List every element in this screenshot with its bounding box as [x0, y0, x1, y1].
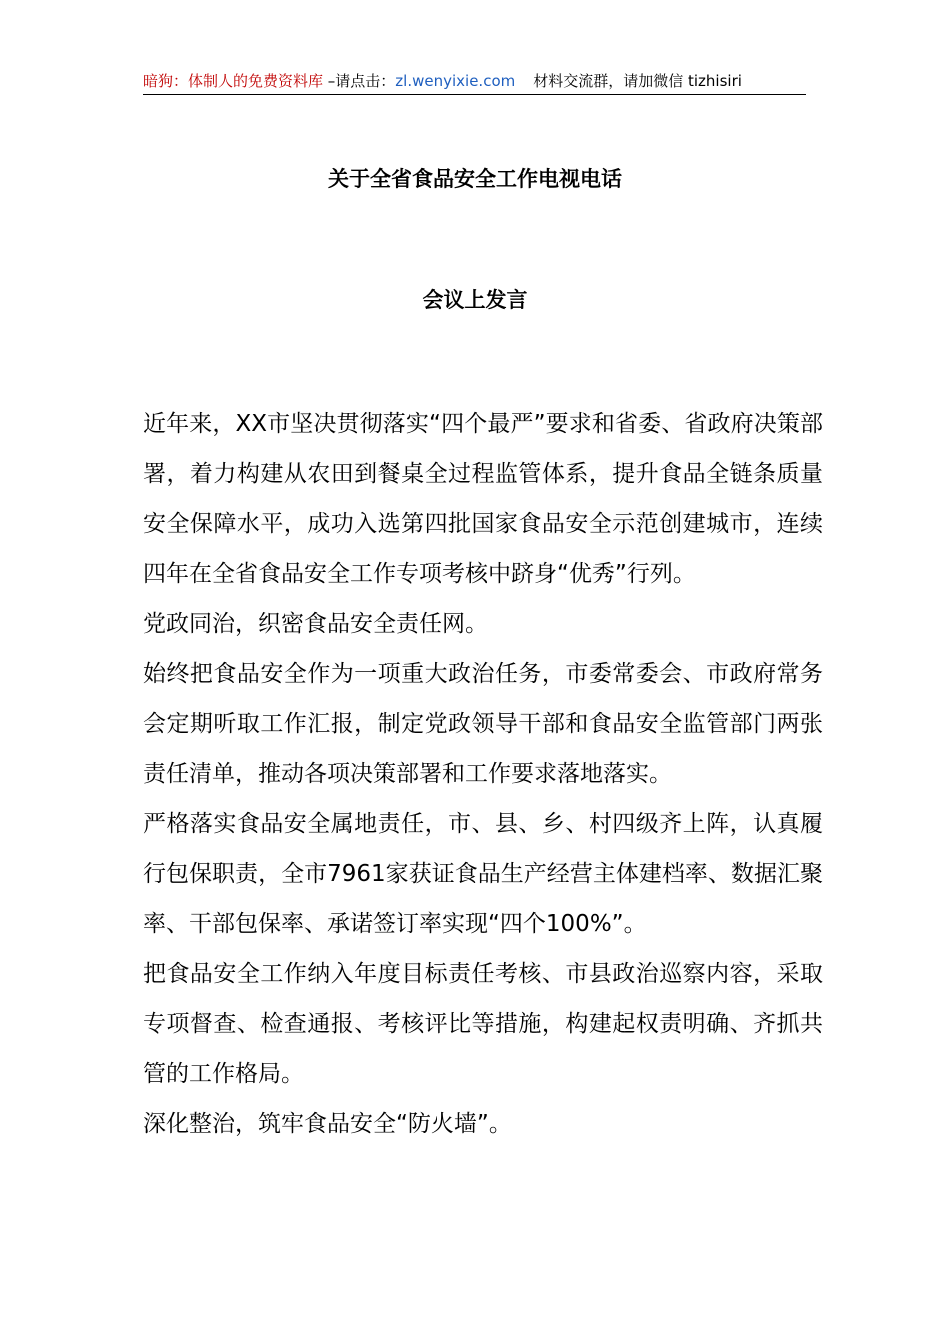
- page-header: [143, 70, 806, 95]
- paragraph: 把食品安全工作纳入年度目标责任考核、市县政治巡察内容，采取专项督查、检查通报、考核评比等措施，构建起权责明确、齐抓共管的工作格局。: [143, 961, 823, 1087]
- paragraph-heading-2: 深化整治，筑牢食品安全“防火墙”。: [143, 1111, 512, 1137]
- header-separator: –请点击：: [323, 72, 396, 90]
- paragraph-heading-1: 党政同治，织密食品安全责任网。: [143, 611, 488, 637]
- document-title-line2: 会议上发言: [422, 288, 528, 312]
- paragraph: 严格落实食品安全属地责任，市、县、乡、村四级齐上阵，认真履行包保职责，全市7961家获证食品生产经营主体建档率、数据汇聚率、干部包保率、承诺签订率实现“四个100%”。: [143, 811, 823, 937]
- header-link[interactable]: zl.wenyixie.com: [395, 72, 516, 90]
- document-title-line1: 关于全省食品安全工作电视电话: [328, 167, 622, 191]
- header-brand: 暗狗：体制人的免费资料库: [143, 72, 324, 90]
- document-body: [143, 399, 823, 1149]
- paragraph-intro: 近年来，XX市坚决贯彻落实“四个最严”要求和省委、省政府决策部署，着力构建从农田到餐桌全过程监管体系，提升食品全链条质量安全保障水平，成功入选第四批国家食品安全示范创建城市，连续四年在全省食品安全工作专项考核中跻身“优秀”行列。: [143, 411, 823, 587]
- paragraph: 始终把食品安全作为一项重大政治任务，市委常委会、市政府常务会定期听取工作汇报，制定党政领导干部和食品安全监管部门两张责任清单，推动各项决策部署和工作要求落地落实。: [143, 661, 823, 787]
- header-wechat: 材料交流群，请加微信 tizhisiri: [533, 72, 742, 90]
